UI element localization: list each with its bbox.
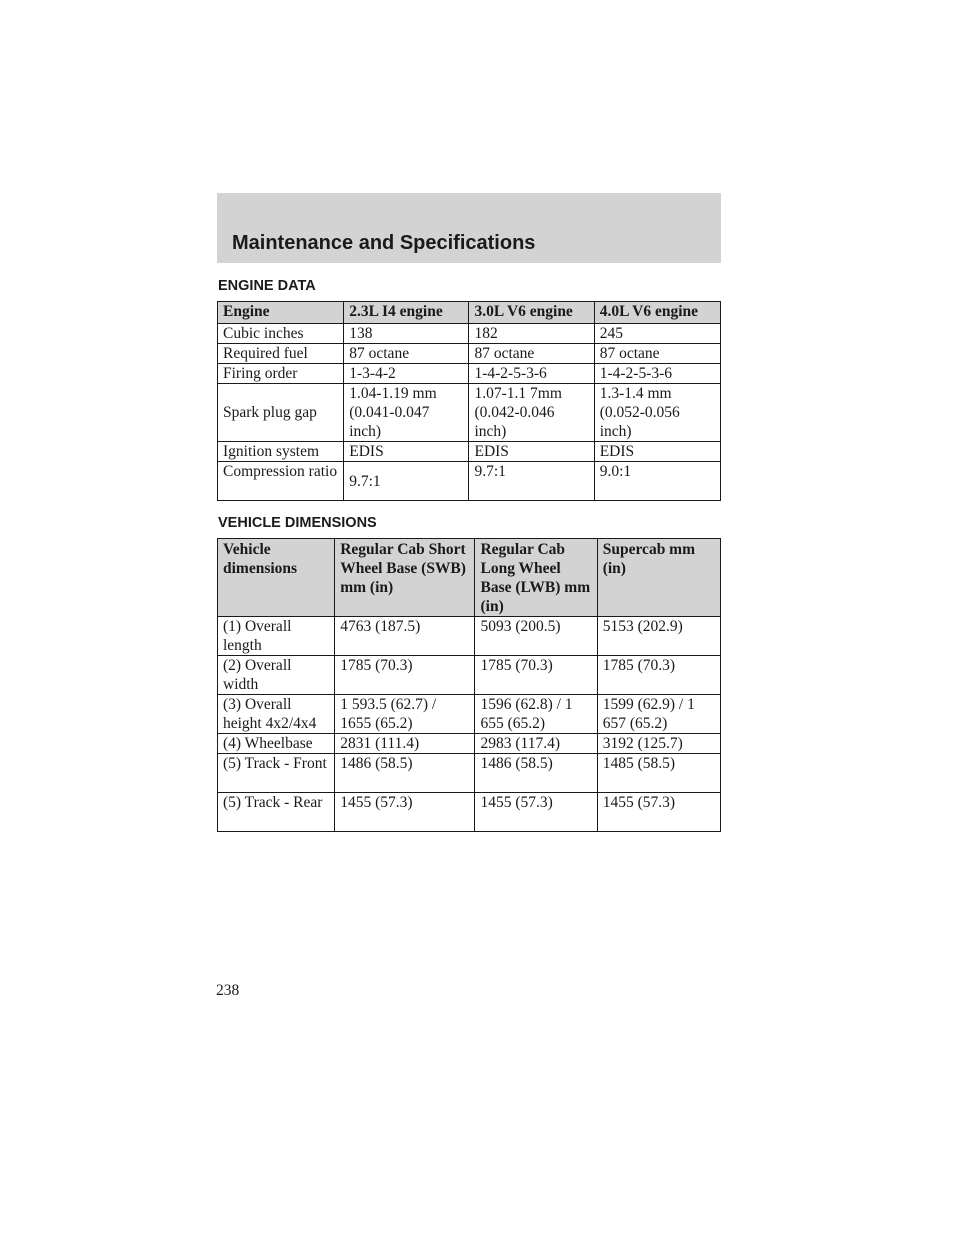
page-title: Maintenance and Specifications (232, 232, 536, 254)
table-cell: 2831 (111.4) (335, 734, 475, 754)
column-header: Regular Cab Long Wheel Base (LWB) mm (in) (475, 539, 597, 617)
table-cell: 4763 (187.5) (335, 617, 475, 656)
vehicle-dimensions-heading: VEHICLE DIMENSIONS (218, 515, 377, 531)
table-header-row (218, 302, 721, 324)
row-label: Compression ratio (218, 462, 344, 501)
table-cell: 1599 (62.9) / 1 657 (65.2) (597, 695, 720, 734)
table-row (218, 442, 721, 462)
table-cell: 87 octane (344, 344, 469, 364)
row-label: (5) Track - Rear (218, 793, 335, 832)
table-cell: 1485 (58.5) (597, 754, 720, 793)
table-cell: 1455 (57.3) (475, 793, 597, 832)
engine-data-heading: ENGINE DATA (218, 278, 316, 294)
column-header: Supercab mm (in) (597, 539, 720, 617)
table-cell: 1.07-1.1 7mm (0.042-0.046 inch) (469, 384, 594, 442)
row-label: Spark plug gap (218, 384, 344, 442)
column-header: 3.0L V6 engine (469, 302, 594, 324)
table-row (218, 656, 721, 695)
table-header-row (218, 539, 721, 617)
vehicle-dimensions-table (217, 538, 721, 832)
column-header: Vehicle dimensions (218, 539, 335, 617)
table-row (218, 695, 721, 734)
table-cell: 9.7:1 (469, 462, 594, 501)
row-label: (4) Wheelbase (218, 734, 335, 754)
table-cell: 87 octane (594, 344, 720, 364)
table-cell: 1-4-2-5-3-6 (594, 364, 720, 384)
table-cell: 9.0:1 (594, 462, 720, 501)
table-cell: 1486 (58.5) (335, 754, 475, 793)
table-row (218, 462, 721, 501)
table-cell: 245 (594, 324, 720, 344)
column-header: Engine (218, 302, 344, 324)
table-row (218, 344, 721, 364)
row-label: (1) Overall length (218, 617, 335, 656)
table-cell: 1785 (70.3) (597, 656, 720, 695)
table-row (218, 384, 721, 442)
table-cell: 1 593.5 (62.7) / 1655 (65.2) (335, 695, 475, 734)
row-label: (2) Overall width (218, 656, 335, 695)
table-cell: 5093 (200.5) (475, 617, 597, 656)
table-cell: 1-4-2-5-3-6 (469, 364, 594, 384)
table-cell: 182 (469, 324, 594, 344)
table-row (218, 324, 721, 344)
column-header: Regular Cab Short Wheel Base (SWB) mm (in) (335, 539, 475, 617)
page-number: 238 (216, 982, 240, 999)
table-row (218, 734, 721, 754)
table-cell: 138 (344, 324, 469, 344)
row-label: (3) Overall height 4x2/4x4 (218, 695, 335, 734)
table-cell: EDIS (594, 442, 720, 462)
table-cell: 1-3-4-2 (344, 364, 469, 384)
engine-data-table (217, 301, 721, 501)
row-label: Cubic inches (218, 324, 344, 344)
table-cell: 1.3-1.4 mm (0.052-0.056 inch) (594, 384, 720, 442)
table-cell: 9.7:1 (344, 462, 469, 501)
table-cell: 1486 (58.5) (475, 754, 597, 793)
table-cell: 2983 (117.4) (475, 734, 597, 754)
header-band (217, 193, 721, 263)
table-cell: 5153 (202.9) (597, 617, 720, 656)
table-row (218, 754, 721, 793)
row-label: Ignition system (218, 442, 344, 462)
table-cell: 3192 (125.7) (597, 734, 720, 754)
column-header: 4.0L V6 engine (594, 302, 720, 324)
table-cell: 1785 (70.3) (335, 656, 475, 695)
table-cell: 1785 (70.3) (475, 656, 597, 695)
table-cell: 1596 (62.8) / 1 655 (65.2) (475, 695, 597, 734)
table-row (218, 364, 721, 384)
column-header: 2.3L I4 engine (344, 302, 469, 324)
row-label: Required fuel (218, 344, 344, 364)
table-cell: EDIS (344, 442, 469, 462)
table-cell: 87 octane (469, 344, 594, 364)
row-label: Firing order (218, 364, 344, 384)
table-row (218, 617, 721, 656)
table-cell: EDIS (469, 442, 594, 462)
row-label: (5) Track - Front (218, 754, 335, 793)
table-cell: 1455 (57.3) (335, 793, 475, 832)
table-row (218, 793, 721, 832)
table-cell: 1455 (57.3) (597, 793, 720, 832)
table-cell: 1.04-1.19 mm (0.041-0.047 inch) (344, 384, 469, 442)
